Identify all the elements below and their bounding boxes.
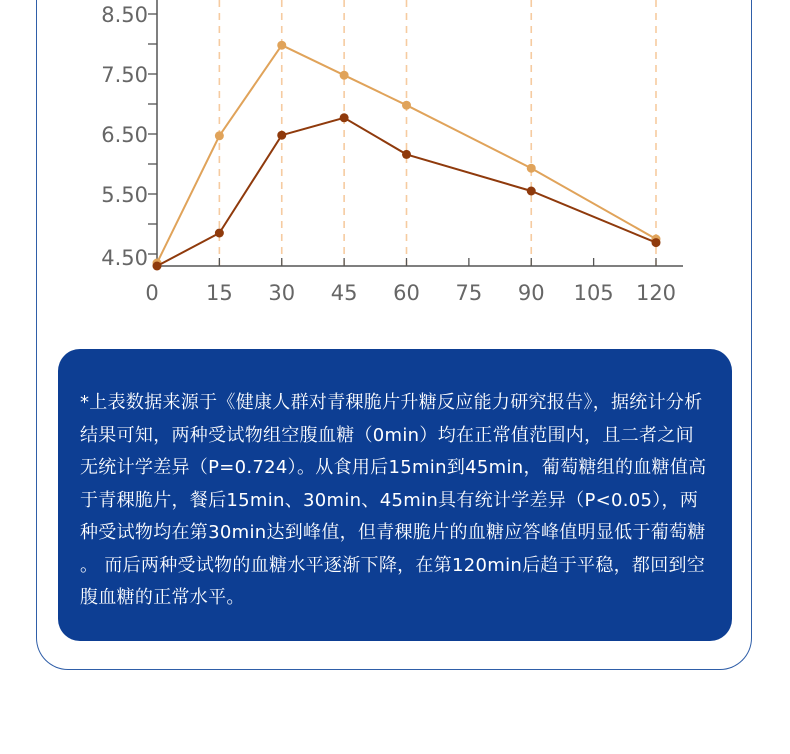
y-tick-label: 8.50 — [101, 3, 148, 27]
y-tick-label: 7.50 — [101, 63, 148, 87]
series-1-point — [215, 131, 224, 140]
series-2-point — [153, 262, 162, 271]
x-tick-label: 120 — [635, 281, 677, 305]
series-2-point — [340, 113, 349, 122]
series-line-2 — [157, 118, 656, 266]
series-1-point — [340, 71, 349, 80]
y-tick-label: 6.50 — [101, 123, 148, 147]
x-tick-label: 30 — [268, 281, 296, 305]
data-source-note — [58, 349, 732, 641]
series-2-point — [277, 131, 286, 140]
series-1-point — [527, 164, 536, 173]
x-tick-label: 60 — [393, 281, 420, 305]
x-tick-label: 45 — [330, 281, 358, 305]
x-tick-label: 15 — [206, 281, 233, 305]
series-2-point — [527, 187, 536, 196]
y-tick-label: 4.50 — [101, 246, 148, 270]
series-1-point — [402, 101, 411, 110]
series-1-point — [277, 41, 286, 50]
x-tick-label: 75 — [455, 281, 483, 305]
series-2-point — [652, 238, 661, 247]
series-2-point — [402, 150, 411, 159]
x-tick-label: 105 — [573, 281, 614, 305]
x-tick-label: 90 — [517, 281, 545, 305]
x-tick-label: 0 — [145, 281, 159, 305]
y-tick-label: 5.50 — [101, 183, 148, 207]
series-2-point — [215, 229, 224, 238]
note-text: *上表数据来源于《健康人群对青稞脆片升糖反应能力研究报告》，据统计分析结果可知，两种受试物组空腹血糖（0min）均在正常值范围内，且二者之间无统计学差异（P=0.724）。从食用后15min到45min，葡萄糖组的血糖值高于青稞脆片，餐后15min、30min、45min具有统计学差异（P<0.05），两种受试物均在第30min达到峰值，但青稞脆片的血糖应答峰值明显低于葡萄糖 。 而后两种受试物的血糖水平逐渐下降，在第120min后趋于平稳，都回到空腹血糖的正常水平。 — [80, 392, 707, 608]
blood-glucose-line-chart — [0, 0, 790, 330]
